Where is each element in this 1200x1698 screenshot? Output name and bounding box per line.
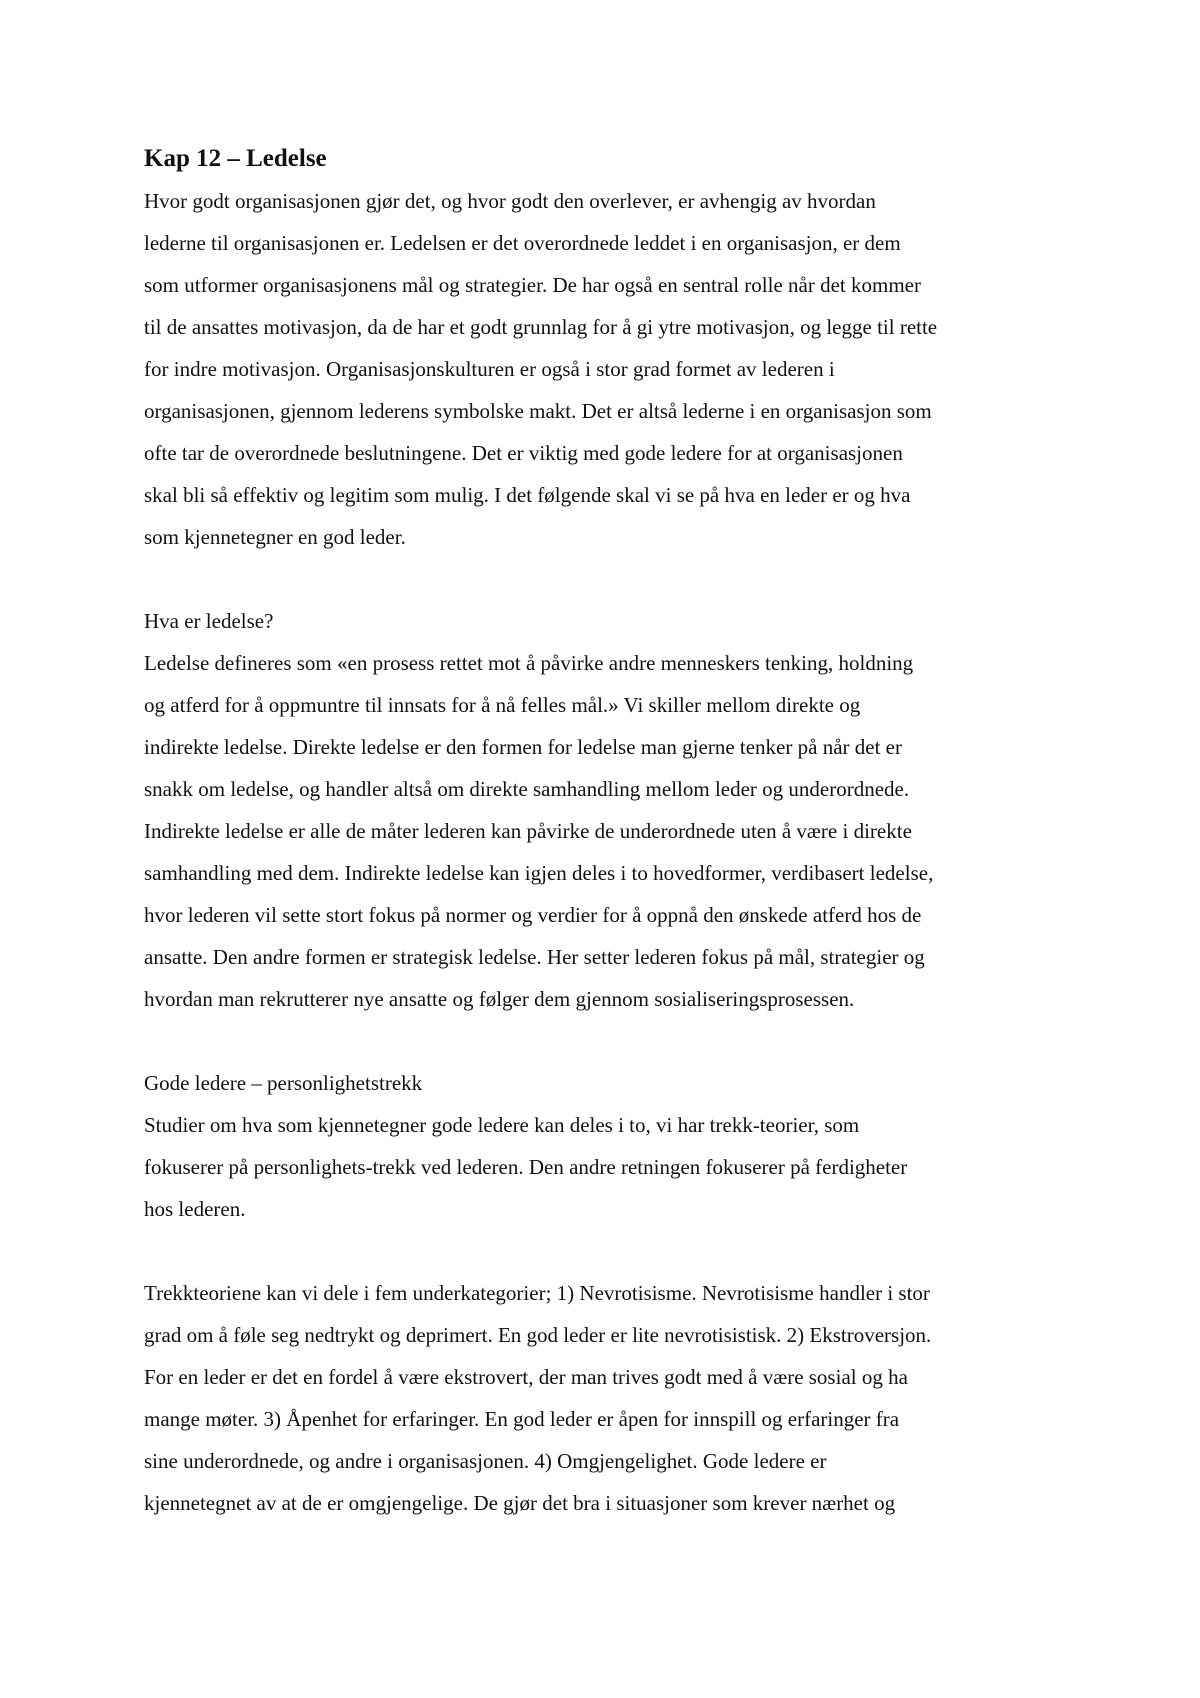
paragraph-line: kjennetegnet av at de er omgjengelige. De gjør det bra i situasjoner som krever nærhet og <box>144 1491 896 1515</box>
paragraph-line: lederne til organisasjonen er. Ledelsen er det overordnede leddet i en organisasjon, er dem <box>144 231 901 255</box>
paragraph-line: som kjennetegner en god leder. <box>144 525 406 549</box>
paragraph-line: mange møter. 3) Åpenhet for erfaringer. En god leder er åpen for innspill og erfaringer fra <box>144 1407 900 1431</box>
paragraph-line: snakk om ledelse, og handler altså om direkte samhandling mellom leder og underordnede. <box>144 777 910 801</box>
paragraph-line: ansatte. Den andre formen er strategisk ledelse. Her setter lederen fokus på mål, strategier og <box>144 945 925 969</box>
paragraph-line: samhandling med dem. Indirekte ledelse kan igjen deles i to hovedformer, verdibasert ledelse, <box>144 861 934 885</box>
paragraph-line: til de ansattes motivasjon, da de har et godt grunnlag for å gi ytre motivasjon, og legge til rette <box>144 315 938 339</box>
paragraph-line: Trekkteoriene kan vi dele i fem underkategorier; 1) Nevrotisisme. Nevrotisisme handler i stor <box>144 1281 930 1305</box>
paragraph-line: sine underordnede, og andre i organisasjonen. 4) Omgjengelighet. Gode ledere er <box>144 1449 827 1473</box>
section-heading: Gode ledere – personlighetstrekk <box>144 1071 423 1095</box>
paragraph-line: ofte tar de overordnede beslutningene. Det er viktig med gode ledere for at organisasjonen <box>144 441 903 465</box>
paragraph-line: Indirekte ledelse er alle de måter lederen kan påvirke de underordnede uten å være i direkte <box>144 819 912 843</box>
paragraph-line: Studier om hva som kjennetegner gode ledere kan deles i to, vi har trekk-teorier, som <box>144 1113 860 1137</box>
paragraph-line: som utformer organisasjonens mål og strategier. De har også en sentral rolle når det kommer <box>144 273 921 297</box>
paragraph-line: grad om å føle seg nedtrykt og deprimert. En god leder er lite nevrotisistisk. 2) Ekstroversjon. <box>144 1323 932 1347</box>
intro-paragraph <box>144 180 1074 558</box>
paragraph-line: organisasjonen, gjennom lederens symbolske makt. Det er altså lederne i en organisasjon som <box>144 399 932 423</box>
paragraph-spacer <box>144 558 1074 600</box>
paragraph-spacer <box>144 1020 1074 1062</box>
paragraph-line: fokuserer på personlighets-trekk ved lederen. Den andre retningen fokuserer på ferdigheter <box>144 1155 908 1179</box>
paragraph-line: Hvor godt organisasjonen gjør det, og hvor godt den overlever, er avhengig av hvordan <box>144 189 876 213</box>
paragraph-line: og atferd for å oppmuntre til innsats for å nå felles mål.» Vi skiller mellom direkte og <box>144 693 861 717</box>
paragraph-line: indirekte ledelse. Direkte ledelse er den formen for ledelse man gjerne tenker på når det er <box>144 735 902 759</box>
paragraph-line: skal bli så effektiv og legitim som mulig. I det følgende skal vi se på hva en leder er og hva <box>144 483 911 507</box>
paragraph-line: Ledelse defineres som «en prosess rettet mot å påvirke andre menneskers tenking, holdning <box>144 651 914 675</box>
document-body <box>144 144 1074 1524</box>
paragraph-line: hos lederen. <box>144 1197 246 1221</box>
paragraph-spacer <box>144 1230 1074 1272</box>
paragraph-line: For en leder er det en fordel å være ekstrovert, der man trives godt med å være sosial og ha <box>144 1365 908 1389</box>
page-title: Kap 12 – Ledelse <box>144 145 327 172</box>
section-hva-er-ledelse <box>144 600 1074 1020</box>
section-trekkteoriene <box>144 1272 1074 1524</box>
section-gode-ledere <box>144 1062 1074 1230</box>
paragraph-line: for indre motivasjon. Organisasjonskulturen er også i stor grad formet av lederen i <box>144 357 835 381</box>
paragraph-line: hvor lederen vil sette stort fokus på normer og verdier for å oppnå den ønskede atferd hos de <box>144 903 922 927</box>
paragraph-line: hvordan man rekrutterer nye ansatte og følger dem gjennom sosialiseringsprosessen. <box>144 987 855 1011</box>
section-heading: Hva er ledelse? <box>144 609 274 633</box>
